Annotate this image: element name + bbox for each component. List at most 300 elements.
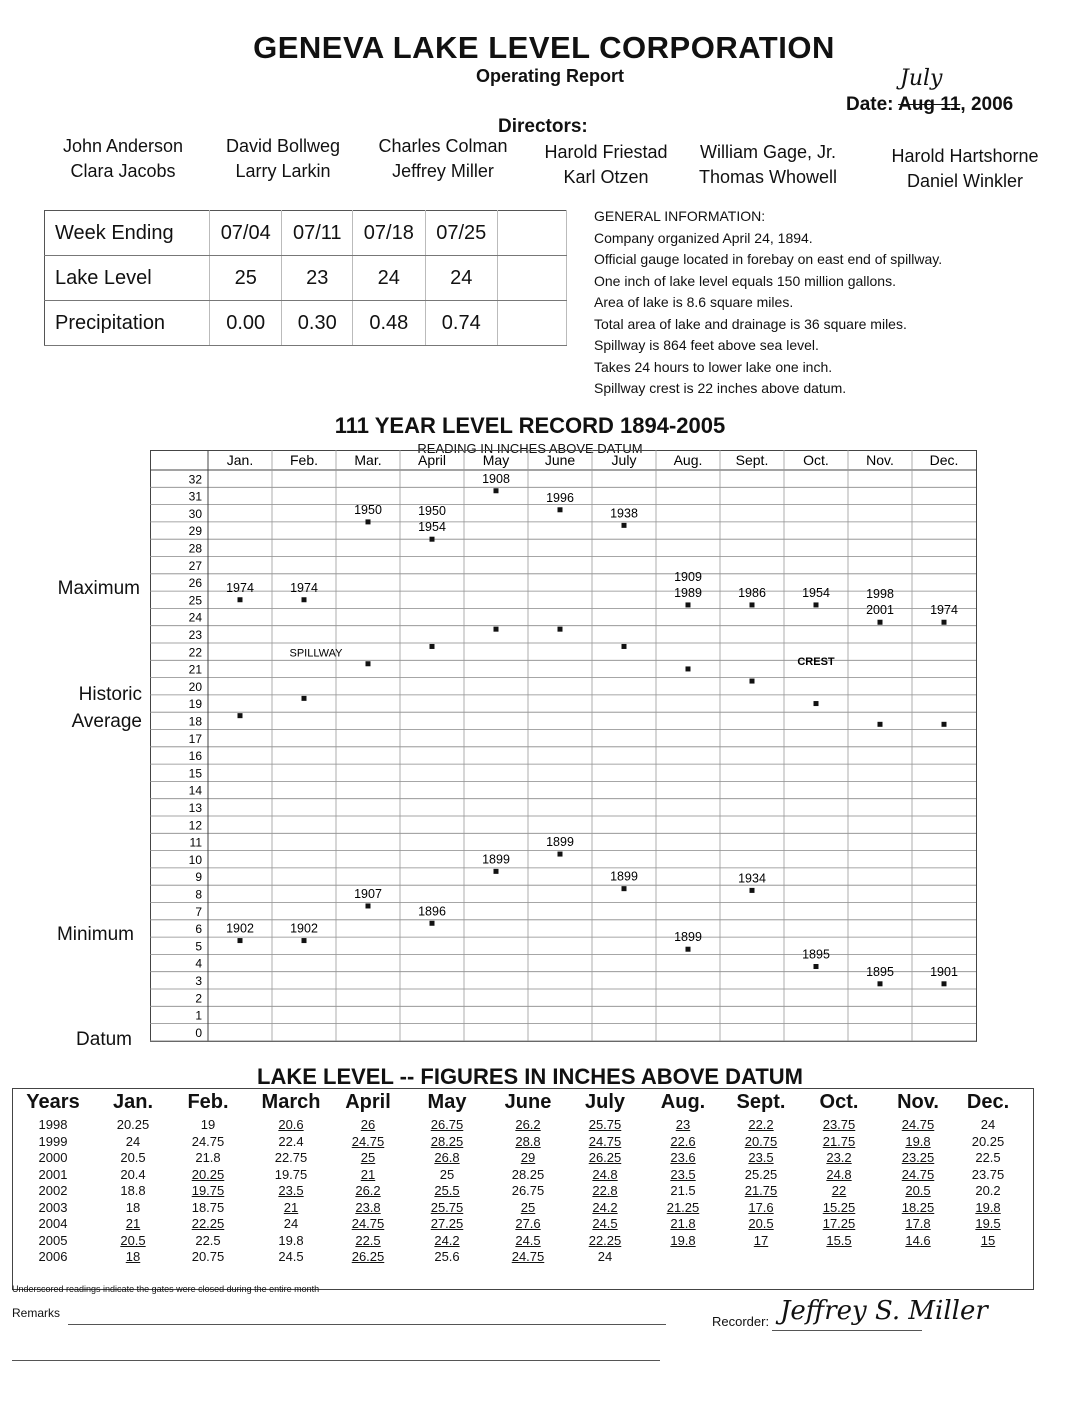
chart-month-label: April bbox=[417, 452, 447, 468]
maximum-year-label: 1908 bbox=[482, 471, 510, 486]
maximum-year-label: 1954 bbox=[418, 520, 446, 535]
director-column bbox=[526, 140, 686, 190]
lake-level-cell: 25.75 bbox=[430, 1199, 464, 1215]
chart-tick-label: 26 bbox=[188, 576, 202, 591]
lake-level-cell: 21.8 bbox=[670, 1216, 696, 1231]
remarks-line-2 bbox=[12, 1360, 660, 1361]
chart-tick-label: 24 bbox=[188, 610, 202, 625]
spillway-label: SPILLWAY bbox=[289, 647, 343, 660]
chart-tick-label: 6 bbox=[195, 922, 202, 937]
lake-level-cell: 20.25 bbox=[191, 1166, 225, 1182]
director-name: David Bollweg bbox=[225, 136, 341, 156]
maximum-year-label: 1950 bbox=[418, 504, 446, 519]
director-name: John Anderson bbox=[62, 136, 184, 156]
director-name: Thomas Whowell bbox=[698, 167, 838, 187]
weekly-cell: 23 bbox=[282, 256, 353, 301]
maximum-year-label: 1986 bbox=[738, 585, 766, 600]
average-point bbox=[622, 644, 627, 649]
maximum-year-label: 1989 bbox=[674, 585, 702, 600]
lake-level-cell: 15.5 bbox=[826, 1232, 852, 1248]
lake-level-cell: 25 bbox=[520, 1199, 536, 1215]
lake-level-cell: 22.4 bbox=[278, 1133, 304, 1149]
minimum-point bbox=[302, 938, 307, 943]
lake-level-header: July bbox=[584, 1091, 626, 1113]
director-name: Jeffrey Miller bbox=[392, 161, 494, 181]
lake-level-cell: 19.8 bbox=[975, 1199, 1001, 1215]
chart-tick-label: 21 bbox=[188, 662, 202, 677]
lake-level-cell: 20.5 bbox=[120, 1232, 146, 1248]
date-year: , 2006 bbox=[960, 94, 1014, 115]
chart-tick-label: 15 bbox=[188, 766, 202, 781]
lake-level-cell: 20.25 bbox=[116, 1117, 150, 1132]
chart-tick-label: 2 bbox=[195, 991, 202, 1006]
lake-level-header: April bbox=[345, 1091, 391, 1113]
chart-tick-label: 20 bbox=[188, 679, 202, 694]
lake-level-cell: 20.2 bbox=[975, 1183, 1001, 1198]
lake-level-cell: 28.25 bbox=[511, 1166, 545, 1182]
crest-label: CREST bbox=[797, 656, 835, 669]
lake-level-cell: 26.25 bbox=[588, 1150, 622, 1165]
maximum-point bbox=[430, 537, 435, 542]
chart-tick-label: 23 bbox=[188, 628, 202, 642]
maximum-point bbox=[750, 602, 755, 607]
maximum-year-label: 1974 bbox=[290, 580, 318, 595]
minimum-point bbox=[558, 852, 563, 857]
director-name: Daniel Winkler bbox=[906, 171, 1024, 191]
weekly-table bbox=[44, 210, 567, 346]
lake-level-header: June bbox=[504, 1091, 552, 1113]
maximum-year-label: 1974 bbox=[930, 603, 958, 618]
lake-level-cell: 24.8 bbox=[826, 1166, 852, 1182]
weekly-cell bbox=[498, 211, 567, 256]
average-point bbox=[814, 701, 819, 706]
chart-month-label: Dec. bbox=[929, 452, 959, 468]
lake-level-year: 2000 bbox=[38, 1150, 68, 1165]
maximum-point bbox=[622, 523, 627, 528]
director-name: Harold Friestad bbox=[544, 142, 668, 162]
minimum-year-label: 1899 bbox=[482, 852, 510, 867]
lake-level-cell: 25 bbox=[360, 1150, 376, 1165]
minimum-year-label: 1899 bbox=[546, 835, 574, 850]
minimum-point bbox=[622, 886, 627, 891]
director-name: Harold Hartshorne bbox=[891, 146, 1039, 166]
lake-level-cell: 22 bbox=[831, 1183, 847, 1198]
lake-level-cell: 26.2 bbox=[515, 1117, 541, 1132]
general-info-line: Area of lake is 8.6 square miles. bbox=[594, 294, 794, 310]
lake-level-cell: 19.75 bbox=[274, 1166, 308, 1182]
lake-level-cell: 25.25 bbox=[744, 1166, 778, 1182]
lake-level-cell: 25.5 bbox=[434, 1183, 460, 1198]
average-point bbox=[942, 722, 947, 727]
report-subtitle: Operating Report bbox=[475, 66, 624, 86]
lake-level-cell: 20.25 bbox=[971, 1133, 1005, 1149]
lake-level-cell: 26.25 bbox=[351, 1249, 385, 1264]
weekly-cell: 0.74 bbox=[425, 301, 497, 346]
lake-level-cell: 22.25 bbox=[191, 1216, 225, 1231]
minimum-year-label: 1902 bbox=[290, 921, 318, 936]
average-point bbox=[878, 722, 883, 727]
general-info-line: Total area of lake and drainage is 36 square miles. bbox=[594, 315, 907, 332]
maximum-year-label: 1938 bbox=[610, 506, 638, 521]
lake-level-cell: 22.6 bbox=[670, 1133, 696, 1149]
recorder-line bbox=[772, 1330, 922, 1331]
remarks-label: Remarks bbox=[12, 1306, 61, 1320]
label-historic: Historic bbox=[78, 684, 142, 705]
lake-level-cell: 20.5 bbox=[120, 1150, 146, 1165]
lake-level-cell: 28.25 bbox=[430, 1133, 464, 1149]
lake-level-header: Jan. bbox=[112, 1091, 154, 1113]
lake-level-cell: 21 bbox=[125, 1216, 141, 1231]
lake-level-cell: 21.8 bbox=[195, 1150, 221, 1165]
lake-level-cell: 22.25 bbox=[588, 1232, 622, 1248]
chart-tick-label: 8 bbox=[195, 887, 202, 902]
lake-level-cell: 21 bbox=[283, 1199, 299, 1215]
lake-level-year: 1999 bbox=[38, 1133, 68, 1149]
recorder-signature: Jeffrey S. Miller bbox=[780, 1296, 988, 1326]
chart-month-label: May bbox=[482, 452, 510, 468]
lake-level-cell: 24 bbox=[597, 1249, 613, 1264]
lake-level-cell: 20.75 bbox=[744, 1133, 778, 1149]
general-info-line: Company organized April 24, 1894. bbox=[594, 229, 813, 246]
minimum-year-label: 1899 bbox=[674, 930, 702, 945]
label-datum: Datum bbox=[76, 1029, 132, 1050]
maximum-year-label: 1909 bbox=[674, 569, 702, 584]
chart-tick-label: 31 bbox=[188, 489, 202, 504]
weekly-cell: 0.00 bbox=[210, 301, 282, 346]
weekly-row-label: Precipitation bbox=[45, 301, 210, 346]
lake-level-year: 2002 bbox=[38, 1183, 68, 1198]
chart-month-label: Jan. bbox=[226, 452, 254, 468]
chart-tick-label: 16 bbox=[188, 749, 202, 764]
average-point bbox=[686, 666, 691, 671]
lake-level-cell: 24.2 bbox=[434, 1232, 460, 1248]
report-date bbox=[846, 94, 1013, 116]
maximum-year-label: 1954 bbox=[802, 585, 830, 600]
lake-level-header: March bbox=[261, 1091, 321, 1113]
maximum-point bbox=[238, 597, 243, 602]
chart-month-label: Sept. bbox=[735, 452, 769, 468]
weekly-cell: 07/04 bbox=[210, 211, 282, 256]
maximum-year-label: 1996 bbox=[546, 490, 574, 505]
maximum-point bbox=[878, 620, 883, 625]
minimum-point bbox=[686, 947, 691, 952]
chart-tick-label: 12 bbox=[188, 818, 202, 833]
lake-level-cell: 21.75 bbox=[822, 1133, 856, 1149]
chart-month-label: Nov. bbox=[866, 452, 894, 468]
lake-level-header: Sept. bbox=[736, 1091, 786, 1113]
lake-level-year: 2003 bbox=[38, 1199, 68, 1215]
chart-tick-label: 14 bbox=[188, 783, 202, 798]
chart-tick-label: 19 bbox=[188, 697, 202, 712]
minimum-year-label: 1934 bbox=[738, 871, 766, 886]
lake-level-header: Oct. bbox=[819, 1091, 859, 1113]
weekly-cell: 24 bbox=[353, 256, 425, 301]
lake-level-cell: 19.8 bbox=[905, 1133, 931, 1149]
lake-level-cell: 23.2 bbox=[826, 1150, 852, 1165]
chart-tick-label: 7 bbox=[195, 904, 202, 919]
maximum-year-label: 1950 bbox=[354, 502, 382, 517]
chart-tick-label: 3 bbox=[195, 974, 202, 988]
minimum-year-label: 1896 bbox=[418, 904, 446, 919]
weekly-row bbox=[45, 256, 567, 301]
maximum-point bbox=[942, 620, 947, 625]
minimum-year-label: 1907 bbox=[354, 886, 382, 901]
date-struck: Aug 11 bbox=[898, 94, 961, 115]
chart-tick-label: 13 bbox=[188, 801, 202, 815]
general-info-line: One inch of lake level equals 150 million gallons. bbox=[594, 272, 896, 289]
directors-title: Directors: bbox=[498, 116, 588, 137]
lake-level-cell: 24.75 bbox=[191, 1133, 225, 1149]
minimum-point bbox=[366, 903, 371, 908]
lake-level-cell: 17.6 bbox=[748, 1199, 774, 1215]
minimum-year-label: 1895 bbox=[802, 947, 830, 962]
chart-tick-label: 22 bbox=[188, 645, 202, 660]
lake-level-cell: 20.5 bbox=[905, 1183, 931, 1198]
lake-level-cell: 19 bbox=[200, 1117, 216, 1132]
average-point bbox=[238, 713, 243, 718]
lake-level-cell: 18 bbox=[125, 1249, 141, 1264]
lake-level-cell: 26.75 bbox=[511, 1183, 545, 1198]
chart-tick-label: 25 bbox=[188, 593, 202, 608]
average-point bbox=[302, 696, 307, 701]
director-name: Karl Otzen bbox=[563, 167, 649, 187]
chart-tick-label: 10 bbox=[188, 852, 202, 867]
lake-level-cell: 24.75 bbox=[901, 1117, 935, 1132]
chart-tick-label: 1 bbox=[195, 1008, 202, 1023]
lake-level-cell: 23.8 bbox=[355, 1199, 381, 1215]
lake-level-header: Aug. bbox=[660, 1091, 706, 1113]
lake-level-cell: 22.8 bbox=[592, 1183, 618, 1198]
minimum-year-label: 1895 bbox=[866, 964, 894, 979]
weekly-cell: 07/25 bbox=[425, 211, 497, 256]
minimum-point bbox=[430, 921, 435, 926]
lake-level-cell: 21 bbox=[360, 1166, 376, 1182]
maximum-point bbox=[302, 597, 307, 602]
lake-level-cell: 21.5 bbox=[670, 1183, 696, 1198]
label-maximum: Maximum bbox=[57, 578, 140, 599]
minimum-year-label: 1899 bbox=[610, 869, 638, 884]
chart-month-label: Mar. bbox=[354, 452, 382, 468]
lake-level-cell: 23.75 bbox=[971, 1166, 1005, 1182]
average-point bbox=[494, 627, 499, 632]
lake-level-cell: 21.25 bbox=[666, 1199, 700, 1215]
chart-tick-label: 32 bbox=[188, 472, 202, 487]
general-info-title: GENERAL INFORMATION: bbox=[594, 208, 766, 224]
director-column bbox=[688, 140, 848, 190]
label-minimum: Minimum bbox=[56, 924, 134, 945]
record-title: 111 YEAR LEVEL RECORD 1894-2005 bbox=[334, 413, 726, 438]
lake-level-year: 2006 bbox=[38, 1249, 68, 1264]
lake-level-cell: 24.75 bbox=[511, 1249, 545, 1264]
lake-level-cell: 25.75 bbox=[588, 1117, 622, 1132]
chart-month-label: Feb. bbox=[289, 452, 319, 468]
maximum-point bbox=[494, 488, 499, 493]
director-column bbox=[363, 134, 523, 184]
lake-level-cell: 17.25 bbox=[822, 1216, 856, 1231]
table-footnote: Underscored readings indicate the gates were closed during the entire month bbox=[12, 1284, 320, 1294]
maximum-point bbox=[366, 519, 371, 524]
lake-level-cell: 26 bbox=[360, 1117, 376, 1132]
lake-level-cell: 22.2 bbox=[748, 1117, 774, 1132]
lake-level-cell: 19.5 bbox=[975, 1216, 1001, 1231]
average-point bbox=[366, 661, 371, 666]
lake-level-year: 1998 bbox=[38, 1117, 68, 1132]
minimum-point bbox=[878, 981, 883, 986]
director-name: Larry Larkin bbox=[235, 161, 331, 181]
chart-month-label: July bbox=[611, 452, 637, 468]
lake-level-cell: 25 bbox=[439, 1166, 455, 1182]
chart-tick-label: 11 bbox=[189, 835, 202, 850]
level-record-chart bbox=[150, 450, 980, 1050]
lake-level-cell: 27.25 bbox=[430, 1216, 464, 1231]
lake-level-cell: 20.5 bbox=[748, 1216, 774, 1231]
chart-month-label: June bbox=[544, 452, 576, 468]
chart-tick-label: 29 bbox=[188, 524, 202, 539]
report-title: GENEVA LAKE LEVEL CORPORATION bbox=[253, 30, 835, 65]
lake-level-cell: 24.75 bbox=[588, 1133, 622, 1149]
general-info-line: Spillway crest is 22 inches above datum. bbox=[594, 380, 847, 396]
average-point bbox=[750, 679, 755, 684]
lake-level-cell: 20.4 bbox=[120, 1166, 146, 1182]
recorder-label: Recorder: bbox=[712, 1314, 770, 1329]
lake-level-cell: 23.6 bbox=[670, 1150, 696, 1165]
director-name: Charles Colman bbox=[378, 136, 508, 156]
lake-level-cell: 26.2 bbox=[355, 1183, 381, 1198]
chart-tick-label: 9 bbox=[195, 870, 202, 885]
lake-level-cell: 24.5 bbox=[278, 1249, 304, 1264]
lake-level-cell: 19.75 bbox=[191, 1183, 225, 1198]
lake-level-cell: 17.8 bbox=[905, 1216, 931, 1231]
chart-tick-label: 5 bbox=[195, 939, 202, 954]
director-column bbox=[203, 134, 363, 184]
director-name: Clara Jacobs bbox=[70, 161, 176, 181]
weekly-cell: 24 bbox=[425, 256, 497, 301]
minimum-year-label: 1901 bbox=[930, 964, 958, 979]
lake-level-cell: 23.75 bbox=[822, 1117, 856, 1132]
weekly-cell: 25 bbox=[210, 256, 282, 301]
weekly-row-label: Week Ending bbox=[45, 211, 210, 256]
minimum-point bbox=[750, 888, 755, 893]
handwritten-month: July bbox=[900, 66, 943, 91]
lake-level-cell: 23.5 bbox=[670, 1166, 696, 1182]
lake-level-cell: 24.75 bbox=[351, 1216, 385, 1231]
lake-level-cell: 23 bbox=[675, 1117, 691, 1132]
director-column bbox=[43, 134, 203, 184]
lake-level-cell: 21.75 bbox=[744, 1183, 778, 1198]
lake-level-cell: 25.6 bbox=[434, 1249, 460, 1264]
chart-month-label: Oct. bbox=[803, 452, 829, 468]
director-column bbox=[880, 144, 1050, 194]
chart-tick-label: 28 bbox=[188, 541, 202, 556]
lake-level-cell: 19.8 bbox=[278, 1232, 304, 1248]
maximum-point bbox=[686, 602, 691, 607]
average-point bbox=[558, 627, 563, 632]
label-average: Average bbox=[71, 711, 142, 732]
lake-level-header: Feb. bbox=[187, 1091, 229, 1113]
lake-level-cell: 28.8 bbox=[515, 1133, 541, 1149]
general-info-line: Takes 24 hours to lower lake one inch. bbox=[594, 358, 833, 375]
lake-level-cell: 18.8 bbox=[120, 1183, 146, 1198]
lake-level-cell: 15.25 bbox=[822, 1199, 856, 1215]
lake-level-table bbox=[12, 1088, 1034, 1290]
lake-level-header: Dec. bbox=[966, 1091, 1010, 1113]
lake-level-cell: 17 bbox=[753, 1232, 769, 1248]
maximum-year-label: 1974 bbox=[226, 580, 254, 595]
chart-tick-label: 17 bbox=[188, 731, 202, 746]
lake-level-cell: 24 bbox=[980, 1117, 996, 1132]
record-subtitle: READING IN INCHES ABOVE DATUM bbox=[417, 441, 643, 456]
average-point bbox=[430, 644, 435, 649]
weekly-cell bbox=[498, 256, 567, 301]
maximum-year-label: 1998 bbox=[866, 587, 894, 602]
lake-level-cell: 22.5 bbox=[975, 1150, 1001, 1165]
lake-level-cell: 24.75 bbox=[901, 1166, 935, 1182]
weekly-cell bbox=[498, 301, 567, 346]
lake-level-cell: 18.75 bbox=[191, 1199, 225, 1215]
lake-level-cell: 18.25 bbox=[901, 1199, 935, 1215]
lake-level-cell: 24.75 bbox=[351, 1133, 385, 1149]
weekly-row bbox=[45, 211, 567, 256]
lake-level-cell: 23.25 bbox=[901, 1150, 935, 1165]
lake-level-cell: 14.6 bbox=[905, 1232, 931, 1248]
lake-level-year: 2001 bbox=[38, 1166, 68, 1182]
lake-level-year: 2004 bbox=[38, 1216, 68, 1231]
minimum-point bbox=[942, 981, 947, 986]
chart-tick-label: 0 bbox=[195, 1025, 202, 1040]
lake-level-cell: 19.8 bbox=[670, 1232, 696, 1248]
weekly-cell: 0.48 bbox=[353, 301, 425, 346]
lake-level-cell: 24.2 bbox=[592, 1199, 618, 1215]
lake-level-cell: 22.5 bbox=[195, 1232, 221, 1248]
lake-level-cell: 23.5 bbox=[748, 1150, 774, 1165]
minimum-year-label: 1902 bbox=[226, 921, 254, 936]
lake-level-cell: 23.5 bbox=[278, 1183, 304, 1198]
lake-level-year: 2005 bbox=[38, 1232, 68, 1248]
lake-level-cell: 24.5 bbox=[592, 1216, 618, 1231]
general-information bbox=[594, 206, 942, 400]
maximum-point bbox=[558, 507, 563, 512]
lake-level-header: Years bbox=[26, 1091, 80, 1113]
lake-level-header: May bbox=[427, 1091, 467, 1113]
lake-level-cell: 22.75 bbox=[274, 1150, 308, 1165]
chart-tick-label: 18 bbox=[188, 714, 202, 729]
maximum-point bbox=[814, 602, 819, 607]
chart-tick-label: 27 bbox=[188, 558, 202, 573]
lake-level-cell: 27.6 bbox=[515, 1216, 541, 1231]
minimum-point bbox=[814, 964, 819, 969]
minimum-point bbox=[494, 869, 499, 874]
chart-tick-label: 30 bbox=[188, 506, 202, 521]
lake-level-cell: 20.75 bbox=[191, 1249, 225, 1264]
lake-level-title: LAKE LEVEL -- FIGURES IN INCHES ABOVE DATUM bbox=[257, 1064, 803, 1089]
lake-level-cell: 22.5 bbox=[355, 1232, 381, 1248]
lake-level-cell: 15 bbox=[980, 1232, 996, 1248]
maximum-year-label: 2001 bbox=[866, 603, 894, 618]
general-info-line: Spillway is 864 feet above sea level. bbox=[594, 337, 819, 353]
weekly-cell: 07/11 bbox=[282, 211, 353, 256]
lake-level-cell: 24 bbox=[283, 1216, 299, 1231]
weekly-row bbox=[45, 301, 567, 346]
lake-level-cell: 24.5 bbox=[515, 1232, 541, 1248]
general-info-line: Official gauge located in forebay on east end of spillway. bbox=[594, 251, 943, 267]
weekly-cell: 07/18 bbox=[353, 211, 425, 256]
lake-level-cell: 24.8 bbox=[592, 1166, 618, 1182]
weekly-row-label: Lake Level bbox=[45, 256, 210, 301]
lake-level-cell: 20.6 bbox=[278, 1117, 304, 1132]
weekly-cell: 0.30 bbox=[282, 301, 353, 346]
lake-level-cell: 26.8 bbox=[434, 1150, 460, 1165]
minimum-point bbox=[238, 938, 243, 943]
